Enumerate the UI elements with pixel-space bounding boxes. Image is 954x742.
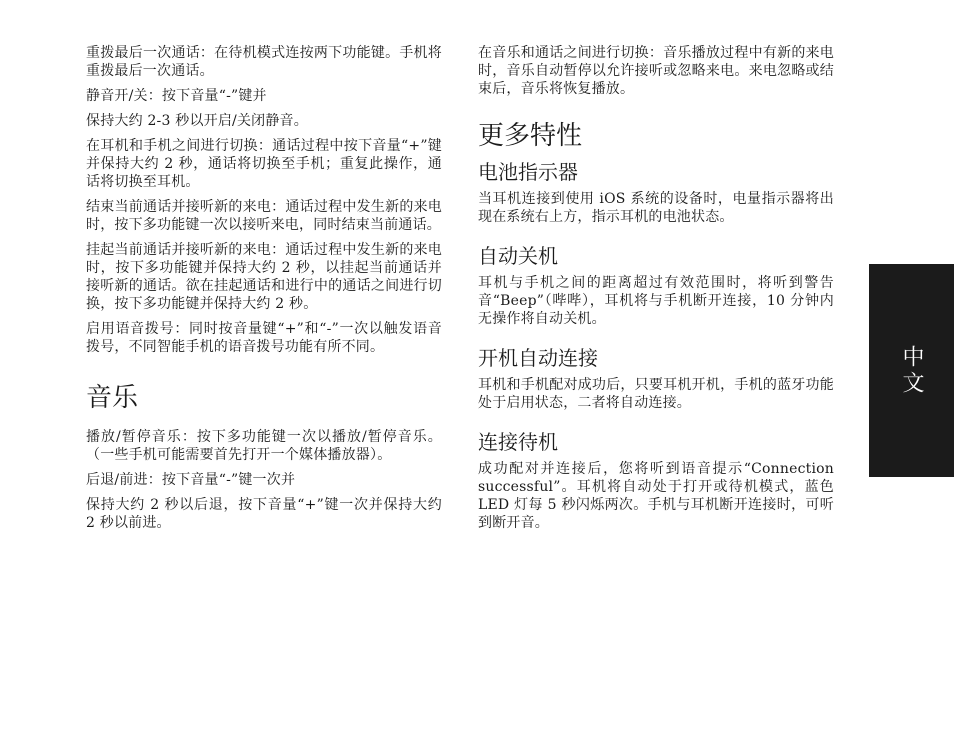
left-column bbox=[86, 44, 442, 539]
paragraph-voice-dial: 启用语音拨号：同时按音量键“+”和“-”一次以触发语音拨号，不同智能手机的语音拨号功能有所不同。 bbox=[86, 321, 442, 355]
paragraph-redial: 重拨最后一次通话：在待机模式连按两下功能键。手机将重拨最后一次通话。 bbox=[86, 45, 442, 79]
battery-indicator-heading: 电池指示器 bbox=[478, 160, 578, 184]
music-heading: 音乐 bbox=[86, 383, 139, 413]
language-tab bbox=[869, 264, 954, 477]
paragraph-switch-device: 在耳机和手机之间进行切换：通话过程中按下音量“+”键并保持大约 2 秒，通话将切换至手机；重复此操作，通话将切换至耳机。 bbox=[86, 138, 442, 190]
paragraph-mute-1: 静音开/关：按下音量“-”键并 bbox=[86, 88, 267, 104]
auto-connect-heading: 开机自动连接 bbox=[478, 346, 598, 370]
right-column bbox=[478, 44, 834, 539]
battery-indicator-body: 当耳机连接到使用 iOS 系统的设备时，电量指示器将出现在系统右上方，指示耳机的电池状态。 bbox=[478, 191, 834, 225]
paragraph-play-pause: 播放/暂停音乐：按下多功能键一次以播放/暂停音乐。（一些手机可能需要首先打开一个媒体播放器）。 bbox=[86, 429, 442, 463]
paragraph-mute-2: 保持大约 2-3 秒以开启/关闭静音。 bbox=[86, 113, 308, 129]
paragraph-music-call-switch: 在音乐和通话之间进行切换：音乐播放过程中有新的来电时，音乐自动暂停以允许接听或忽略来电。来电忽略或结束后，音乐将恢复播放。 bbox=[478, 45, 834, 97]
paragraph-back-forward-2: 保持大约 2 秒以后退，按下音量“+”键一次并保持大约 2 秒以前进。 bbox=[86, 497, 442, 531]
paragraph-back-forward-1: 后退/前进：按下音量“-”键一次并 bbox=[86, 472, 296, 488]
auto-connect-body: 耳机和手机配对成功后，只要耳机开机，手机的蓝牙功能处于启用状态，二者将自动连接。 bbox=[478, 377, 834, 411]
connection-standby-body: 成功配对并连接后，您将听到语音提示“Connection successful”。耳机将自动处于打开或待机模式，蓝色 LED 灯每 5 秒闪烁两次。手机与耳机断开连接时，可听到断开音。 bbox=[478, 461, 834, 531]
auto-off-heading: 自动关机 bbox=[478, 244, 558, 268]
connection-standby-heading: 连接待机 bbox=[478, 430, 558, 454]
paragraph-hold-answer: 挂起当前通话并接听新的来电：通话过程中发生新的来电时，按下多功能键并保持大约 2 秒，以挂起当前通话并接听新的通话。欲在挂起通话和进行中的通话之间进行切换，按下多功能键并保持大约 2 秒。 bbox=[86, 242, 442, 312]
language-tab-label: 中文 bbox=[899, 344, 924, 397]
paragraph-end-answer: 结束当前通话并接听新的来电：通话过程中发生新的来电时，按下多功能键一次以接听来电，同时结束当前通话。 bbox=[86, 199, 442, 233]
more-features-heading: 更多特性 bbox=[478, 121, 583, 151]
auto-off-body: 耳机与手机之间的距离超过有效范围时，将听到警告音“Beep”（哔哔），耳机将与手机断开连接，10 分钟内无操作将自动关机。 bbox=[478, 275, 834, 327]
